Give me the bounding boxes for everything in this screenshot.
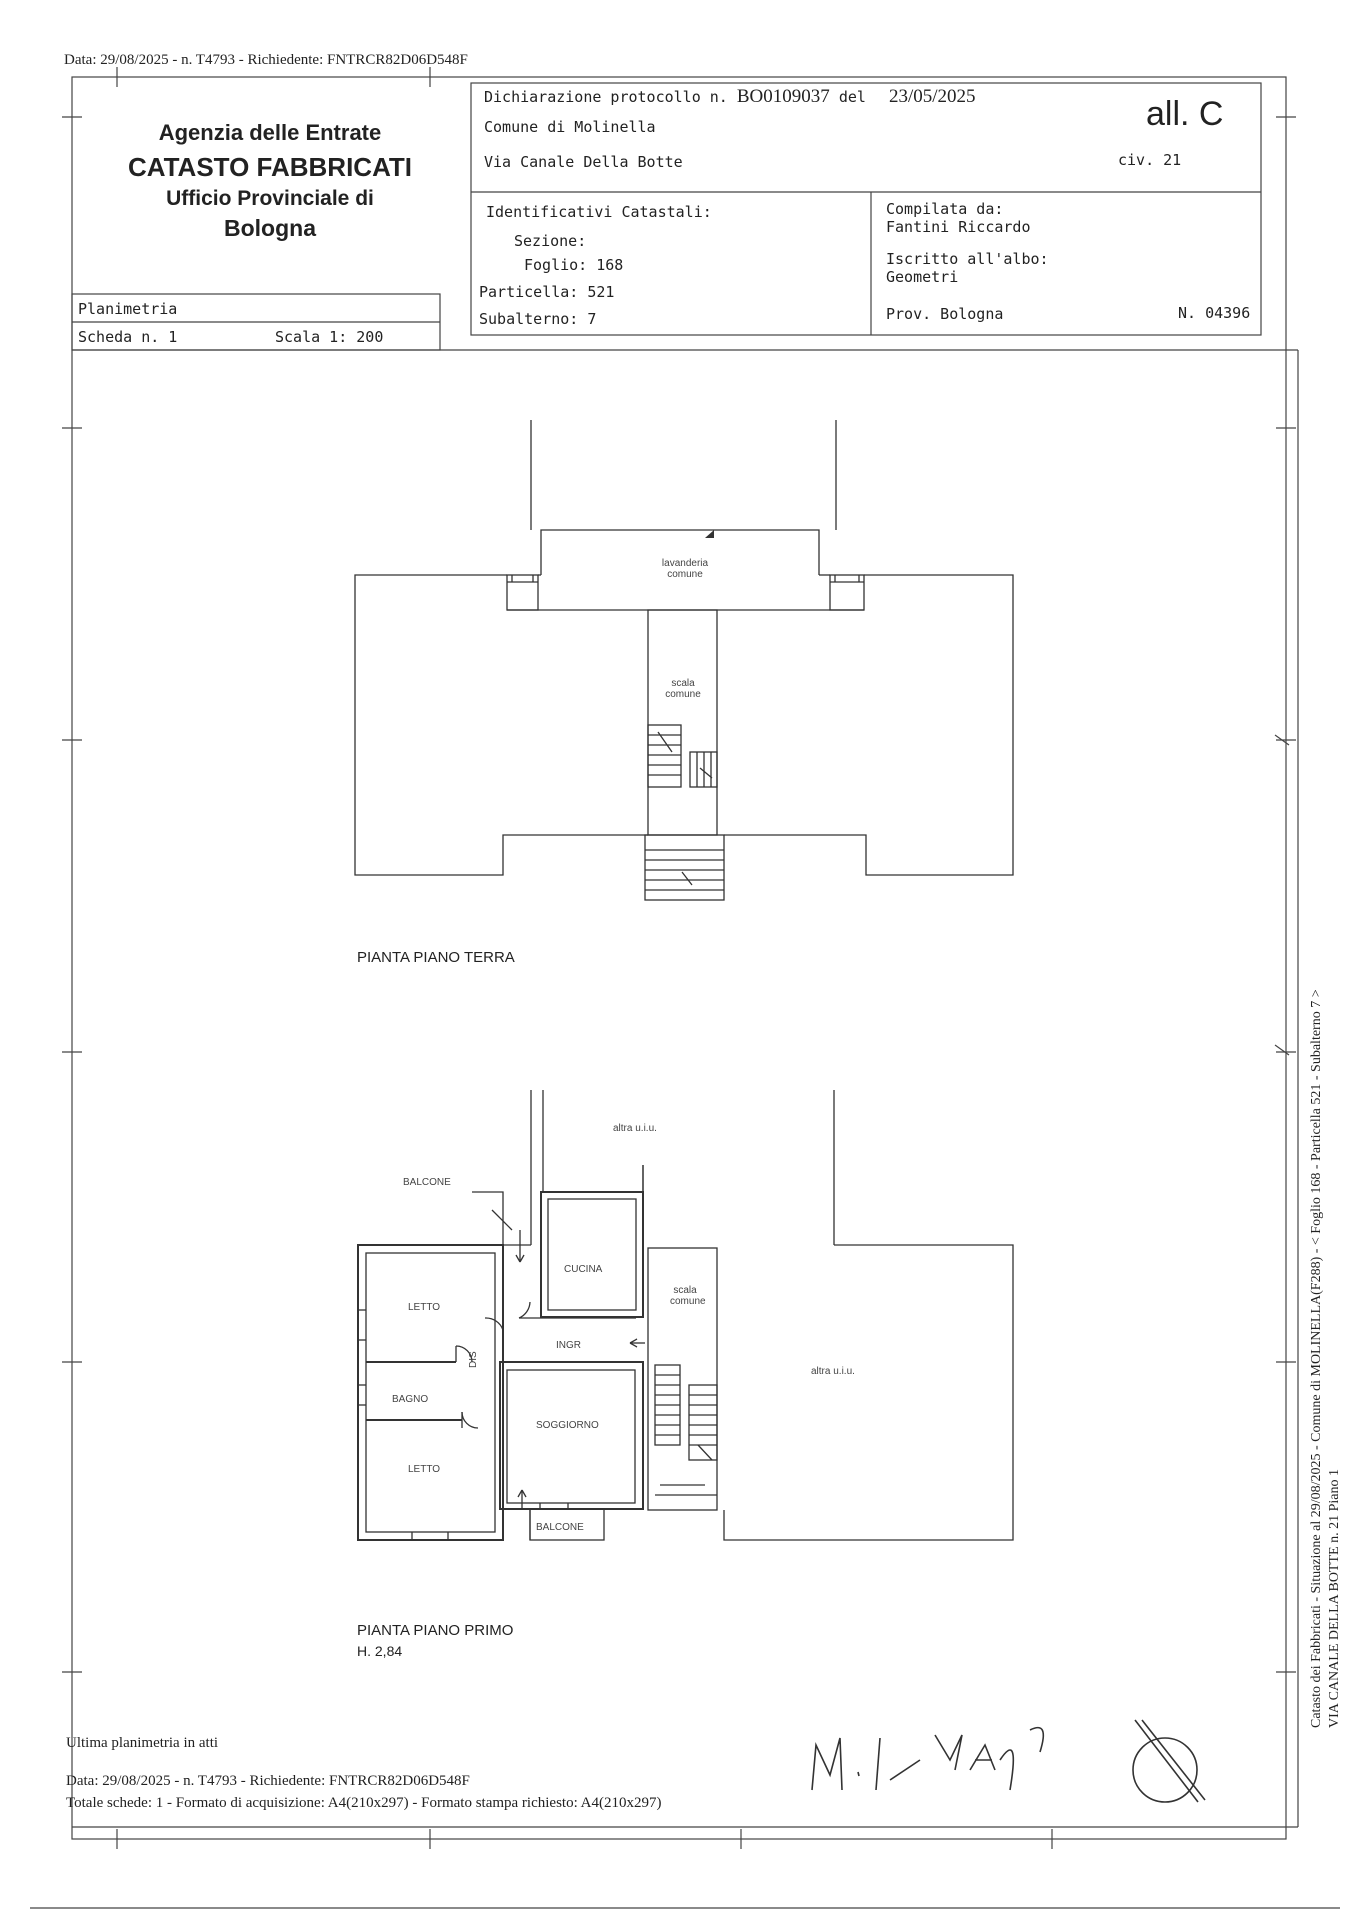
albo-value: Geometri bbox=[886, 268, 959, 286]
side-text-line-1: Catasto dei Fabbricati - Situazione al 29/08/2025 - Comune di MOLINELLA(F288) - < Foglio 168 - Particella 521 - Subalterno 7 > bbox=[1309, 989, 1324, 1728]
dis-label: DIS bbox=[468, 1351, 479, 1368]
planimetria-title: Planimetria bbox=[78, 300, 178, 318]
subalterno-field: Subalterno: 7 bbox=[479, 310, 597, 328]
iscrizione-number: N. 04396 bbox=[1178, 304, 1251, 322]
balcone-bottom-label: BALCONE bbox=[536, 1522, 584, 1533]
prov-field: Prov. Bologna bbox=[886, 305, 1004, 323]
scala-field: Scala 1: 200 bbox=[275, 328, 384, 346]
compilata-name: Fantini Riccardo bbox=[886, 218, 1031, 236]
ingr-label: INGR bbox=[556, 1340, 581, 1351]
bagno-label: BAGNO bbox=[392, 1394, 429, 1405]
lavanderia-label: lavanderia comune bbox=[661, 558, 709, 580]
letto-1-label: LETTO bbox=[408, 1302, 441, 1313]
civ-field: civ. 21 bbox=[1118, 151, 1182, 169]
declaration-line bbox=[484, 86, 976, 108]
albo-label: Iscritto all'albo: bbox=[886, 250, 1049, 268]
declaration-label: Dichiarazione protocollo n. bbox=[484, 88, 728, 106]
ground-floor-title: PIANTA PIANO TERRA bbox=[357, 949, 515, 966]
altra-uiu-top: altra u.i.u. bbox=[613, 1123, 657, 1134]
declaration-number: BO0109037 bbox=[736, 86, 830, 107]
top-request-line: Data: 29/08/2025 - n. T4793 - Richiedente: FNTRCR82D06D548F bbox=[64, 52, 468, 68]
soggiorno-label: SOGGIORNO bbox=[536, 1420, 599, 1431]
ceiling-height: H. 2,84 bbox=[357, 1643, 403, 1659]
ground-scala-label: scala comune bbox=[665, 678, 701, 700]
ground-floor-plan bbox=[355, 420, 1013, 900]
via-field: Via Canale Della Botte bbox=[484, 153, 683, 171]
side-text-line-2: VIA CANALE DELLA BOTTE n. 21 Piano 1 bbox=[1327, 1469, 1342, 1728]
agency-block bbox=[100, 120, 440, 242]
ultima-planimetria: Ultima planimetria in atti bbox=[66, 1735, 219, 1751]
scheda-field: Scheda n. 1 bbox=[78, 328, 178, 346]
signature-drawing bbox=[812, 1720, 1205, 1802]
particella-field: Particella: 521 bbox=[479, 283, 615, 301]
declaration-date: 23/05/2025 bbox=[888, 86, 976, 107]
first-scala-label: scala comune bbox=[670, 1285, 706, 1307]
identificativi-title: Identificativi Catastali: bbox=[486, 203, 712, 221]
declaration-del: del bbox=[838, 88, 866, 106]
sheet-frame bbox=[72, 77, 1286, 1839]
side-cadastral-note bbox=[1308, 768, 1344, 1728]
compilata-title: Compilata da: bbox=[886, 200, 1004, 218]
ufficio-label: Ufficio Provinciale di bbox=[166, 187, 374, 210]
sezione-field: Sezione: bbox=[514, 232, 587, 250]
allegato-label: all. C bbox=[1146, 95, 1224, 133]
altra-uiu-right: altra u.i.u. bbox=[811, 1366, 855, 1377]
letto-2-label: LETTO bbox=[408, 1464, 441, 1475]
comune-field: Comune di Molinella bbox=[484, 118, 656, 136]
first-floor-plan bbox=[358, 1090, 1013, 1540]
balcone-top-label: BALCONE bbox=[403, 1177, 451, 1188]
catasto-title: CATASTO FABBRICATI bbox=[127, 152, 413, 182]
foglio-field: Foglio: 168 bbox=[524, 256, 624, 274]
footer-data-line: Data: 29/08/2025 - n. T4793 - Richiedente: FNTRCR82D06D548F bbox=[66, 1773, 470, 1789]
agency-name: Agenzia delle Entrate bbox=[158, 120, 382, 145]
cucina-label: CUCINA bbox=[564, 1264, 603, 1275]
ufficio-city: Bologna bbox=[224, 215, 316, 241]
footer-totale-line: Totale schede: 1 - Formato di acquisizione: A4(210x297) - Formato stampa richiesto: A4(210x297) bbox=[66, 1795, 662, 1811]
first-floor-title: PIANTA PIANO PRIMO bbox=[357, 1622, 514, 1639]
